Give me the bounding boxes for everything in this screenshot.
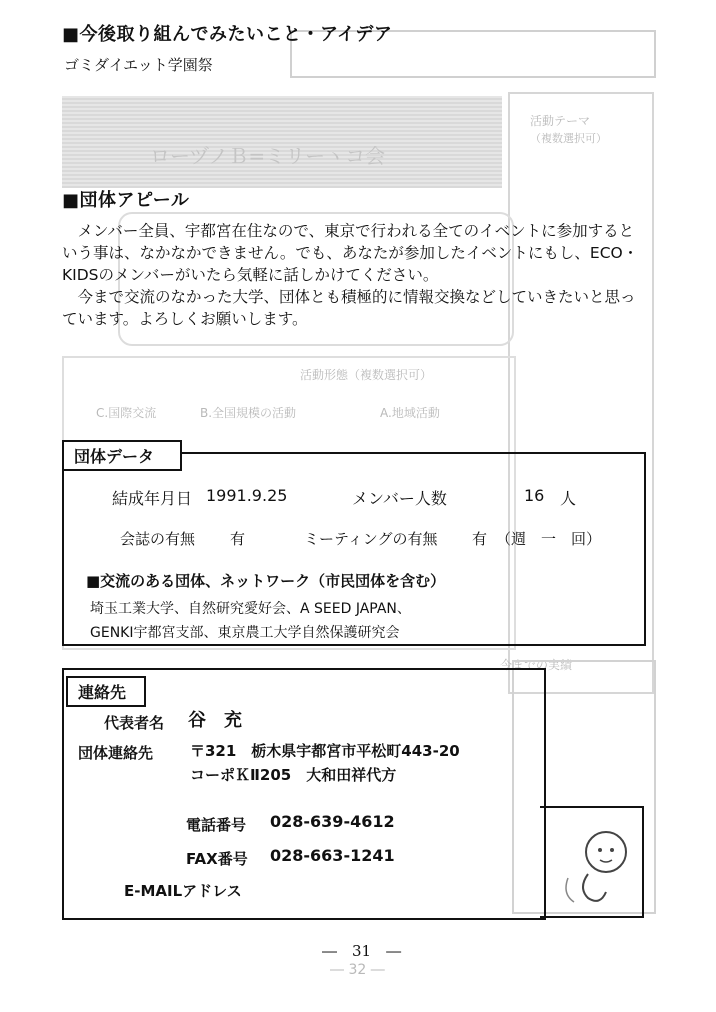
appeal-heading: ■団体アピール xyxy=(62,190,190,211)
tel-value: 028-639-4612 xyxy=(270,812,395,831)
bleed-intl-label: C.国際交流 xyxy=(96,406,157,420)
fax-value: 028-663-1241 xyxy=(270,846,395,865)
contact-label: 連絡先 xyxy=(66,676,146,707)
meeting-frequency: （週 一 回） xyxy=(496,530,602,548)
tel-label: 電話番号 xyxy=(186,816,247,834)
addr-line: コーポＫⅡ205 大和田祥代方 xyxy=(190,766,397,784)
mascot-illustration xyxy=(548,818,640,910)
network-heading: ■交流のある団体、ネットワーク（市民団体を含む） xyxy=(86,572,446,590)
page-number: ― 31 ― xyxy=(322,942,402,960)
appeal-line: 今まで交流のなかった大学、団体とも積極的に情報交換などしていきたいと思っ xyxy=(62,288,636,306)
addr-label: 団体連絡先 xyxy=(78,744,154,762)
network-line: GENKI宇都宮支部、東京農工大学自然保護研究会 xyxy=(90,625,400,641)
members-value: 16 xyxy=(524,486,545,505)
email-label: E-MAILアドレス xyxy=(124,882,242,900)
bleed-status-label: 活動形態（複数選択可） xyxy=(300,368,433,382)
network-line: 埼玉工業大学、自然研究愛好会、A SEED JAPAN、 xyxy=(90,601,411,617)
bleed-side-label: 活動テーマ xyxy=(530,114,591,128)
appeal-body xyxy=(62,220,652,330)
bulletin-value: 有 xyxy=(230,530,246,548)
meeting-value: 有 xyxy=(472,530,488,548)
bulletin-label: 会誌の有無 xyxy=(120,530,196,548)
fax-label: FAX番号 xyxy=(186,850,248,868)
ideas-heading: ■今後取り組んでみたいこと・アイデア xyxy=(62,24,393,45)
appeal-line: メンバー全員、宇都宮在住なので、東京で行われる全てのイベントに参加すると xyxy=(62,222,635,240)
members-unit: 人 xyxy=(560,489,577,508)
rep-label: 代表者名 xyxy=(104,714,165,732)
addr-line: 〒321 栃木県宇都宮市平松町443-20 xyxy=(190,742,460,760)
bleed-local-label: A.地域活動 xyxy=(380,406,440,420)
founded-label: 結成年月日 xyxy=(112,489,193,508)
rep-value: 谷 充 xyxy=(188,710,242,731)
founded-value: 1991.9.25 xyxy=(206,486,288,505)
bleed-side-sub: （複数選択可） xyxy=(530,132,607,145)
ideas-text: ゴミダイエット学園祭 xyxy=(64,56,213,74)
bleed-news-label: 今までの実績 xyxy=(500,658,573,672)
bleed-national-label: B.全国規模の活動 xyxy=(200,406,297,420)
members-label: メンバー人数 xyxy=(352,489,447,508)
appeal-line: KIDSのメンバーがいたら気軽に話しかけてください。 xyxy=(62,266,439,284)
meeting-label: ミーティングの有無 xyxy=(304,530,438,548)
org-data-label: 団体データ xyxy=(62,440,182,471)
appeal-line: ています。よろしくお願いします。 xyxy=(62,310,308,328)
bleed-banner-text: ローヅノＢ=ミリーヽコ会 xyxy=(150,144,386,168)
appeal-line: いう事は、なかなかできません。でも、あなたが参加したイベントにもし、ECO・ xyxy=(62,244,639,262)
bleed-page-number: ― 32 ― xyxy=(330,962,385,978)
